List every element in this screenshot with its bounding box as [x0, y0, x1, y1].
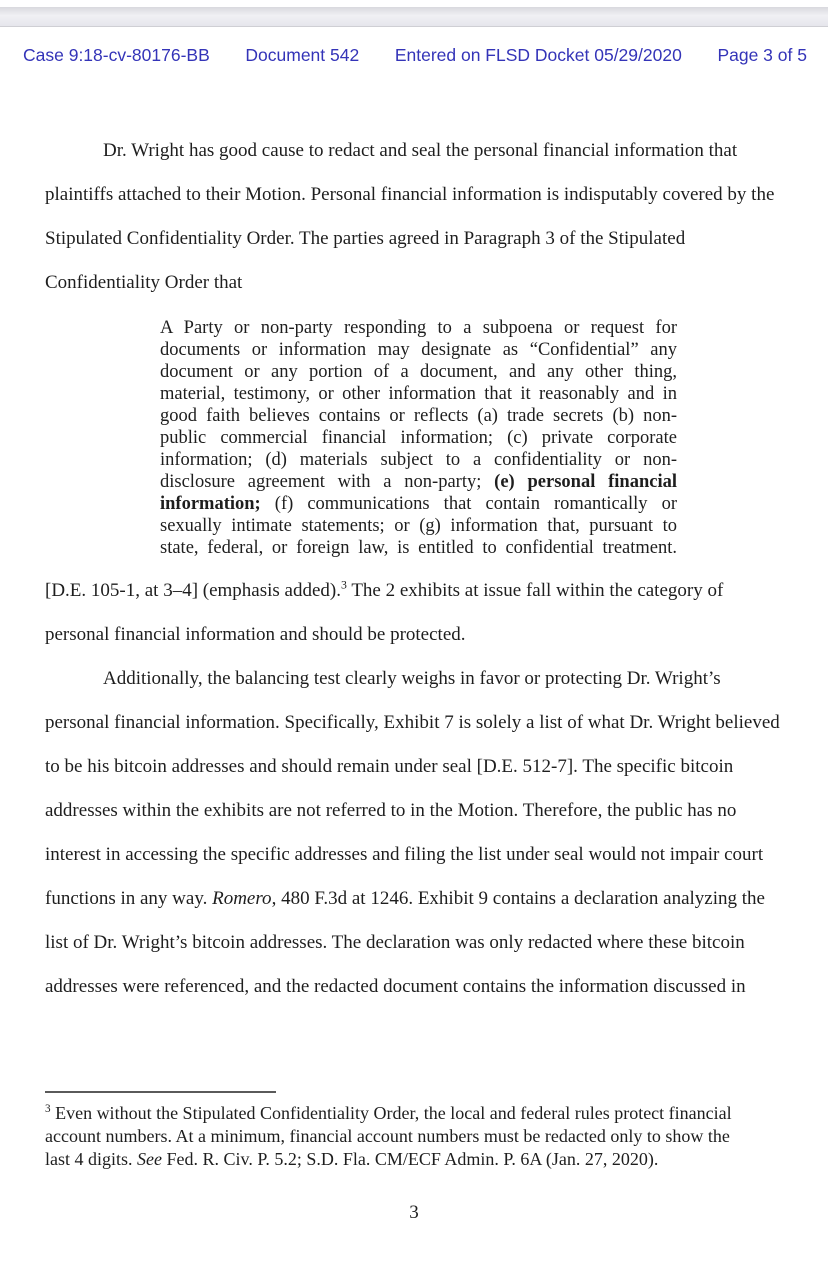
quote-line: documents or information may designate as “Confidential” any: [160, 340, 677, 360]
quote-line: public commercial financial information; (c) private corporate: [160, 428, 677, 448]
body-text: [D.E. 105-1, at 3–4] (emphasis added).: [45, 580, 342, 601]
quote-line: sexually intimate statements; or (g) information that, pursuant to: [160, 516, 677, 536]
footnote-line: [45, 1148, 790, 1171]
footnote-text: last 4 digits.: [45, 1149, 138, 1169]
document-number: Document 542: [245, 45, 360, 65]
page-number: 3: [409, 1202, 419, 1223]
quote-bold-emphasis: (e) personal financial: [494, 472, 677, 492]
body-line: Stipulated Confidentiality Order. The parties agreed in Paragraph 3 of the Stipulated: [45, 228, 686, 249]
footnote-section: [45, 1091, 790, 1171]
quote-line: information; (d) materials subject to a confidentiality or non-: [160, 450, 677, 470]
footnote-text: Even without the Stipulated Confidentiality Order, the local and federal rules protect financial: [50, 1103, 732, 1123]
body-line: [45, 569, 790, 613]
body-line: personal financial information. Specifically, Exhibit 7 is solely a list of what Dr. Wright believed: [45, 712, 780, 733]
body-line: list of Dr. Wright’s bitcoin addresses. The declaration was only redacted where these bitcoin: [45, 932, 745, 953]
footnote-line: account numbers. At a minimum, financial account numbers must be redacted only to show the: [45, 1126, 730, 1146]
page-indicator: Page 3 of 5: [717, 45, 807, 65]
signal-italic: See: [137, 1149, 162, 1169]
docket-entry-date: Entered on FLSD Docket 05/29/2020: [394, 45, 682, 65]
body-line: plaintiffs attached to their Motion. Personal financial information is indisputably covered by the: [45, 184, 775, 205]
quote-line: state, federal, or foreign law, is entitled to confidential treatment.: [160, 538, 677, 558]
pdf-viewer-top-bar: [0, 7, 828, 27]
body-line: Confidentiality Order that: [45, 272, 243, 293]
body-text: The 2 exhibits at issue fall within the category of: [346, 580, 724, 601]
quote-text: disclosure agreement with a non-party;: [160, 472, 495, 492]
quote-line: good faith believes contains or reflects (a) trade secrets (b) non-: [160, 406, 677, 426]
document-body: [45, 129, 790, 1009]
footnote-reference: 3: [341, 578, 347, 592]
body-line: addresses within the exhibits are not referred to in the Motion. Therefore, the public has no: [45, 800, 737, 821]
quote-bold-emphasis: information;: [160, 494, 261, 514]
paragraph-3: [45, 657, 790, 1009]
body-line: Dr. Wright has good cause to redact and seal the personal financial information that: [103, 140, 738, 161]
body-text: functions in any way.: [45, 888, 213, 909]
quote-line: material, testimony, or other information that it reasonably and in: [160, 384, 677, 404]
body-text: , 480 F.3d at 1246. Exhibit 9 contains a declaration analyzing the: [271, 888, 765, 909]
quote-line: [160, 471, 677, 493]
case-citation-italic: Romero: [212, 888, 272, 909]
footnote-marker: 3: [45, 1103, 51, 1115]
footnote-line: [45, 1102, 790, 1125]
ecf-stamp-header: [23, 45, 807, 66]
blockquote-confidentiality-order: [160, 317, 677, 559]
footnote-text: Fed. R. Civ. P. 5.2; S.D. Fla. CM/ECF Admin. P. 6A (Jan. 27, 2020).: [162, 1149, 659, 1169]
quote-line: document or any portion of a document, and any other thing,: [160, 362, 677, 382]
paragraph-2: [45, 569, 790, 657]
body-line: Additionally, the balancing test clearly weighs in favor or protecting Dr. Wright’s: [103, 668, 721, 689]
body-line: addresses were referenced, and the redacted document contains the information discussed in: [45, 976, 746, 997]
quote-line: [160, 493, 677, 515]
quote-text: (f) communications that contain romantically or: [260, 494, 677, 514]
body-line: to be his bitcoin addresses and should remain under seal [D.E. 512-7]. The specific bitcoin: [45, 756, 734, 777]
case-number: Case 9:18-cv-80176-BB: [23, 45, 210, 65]
footnote-separator-rule: [45, 1091, 276, 1093]
body-line: [45, 877, 790, 921]
paragraph-1: [45, 129, 790, 305]
body-line: personal financial information and should be protected.: [45, 624, 466, 645]
quote-line: A Party or non-party responding to a subpoena or request for: [160, 318, 677, 338]
body-line: interest in accessing the specific addresses and filing the list under seal would not impair court: [45, 844, 764, 865]
